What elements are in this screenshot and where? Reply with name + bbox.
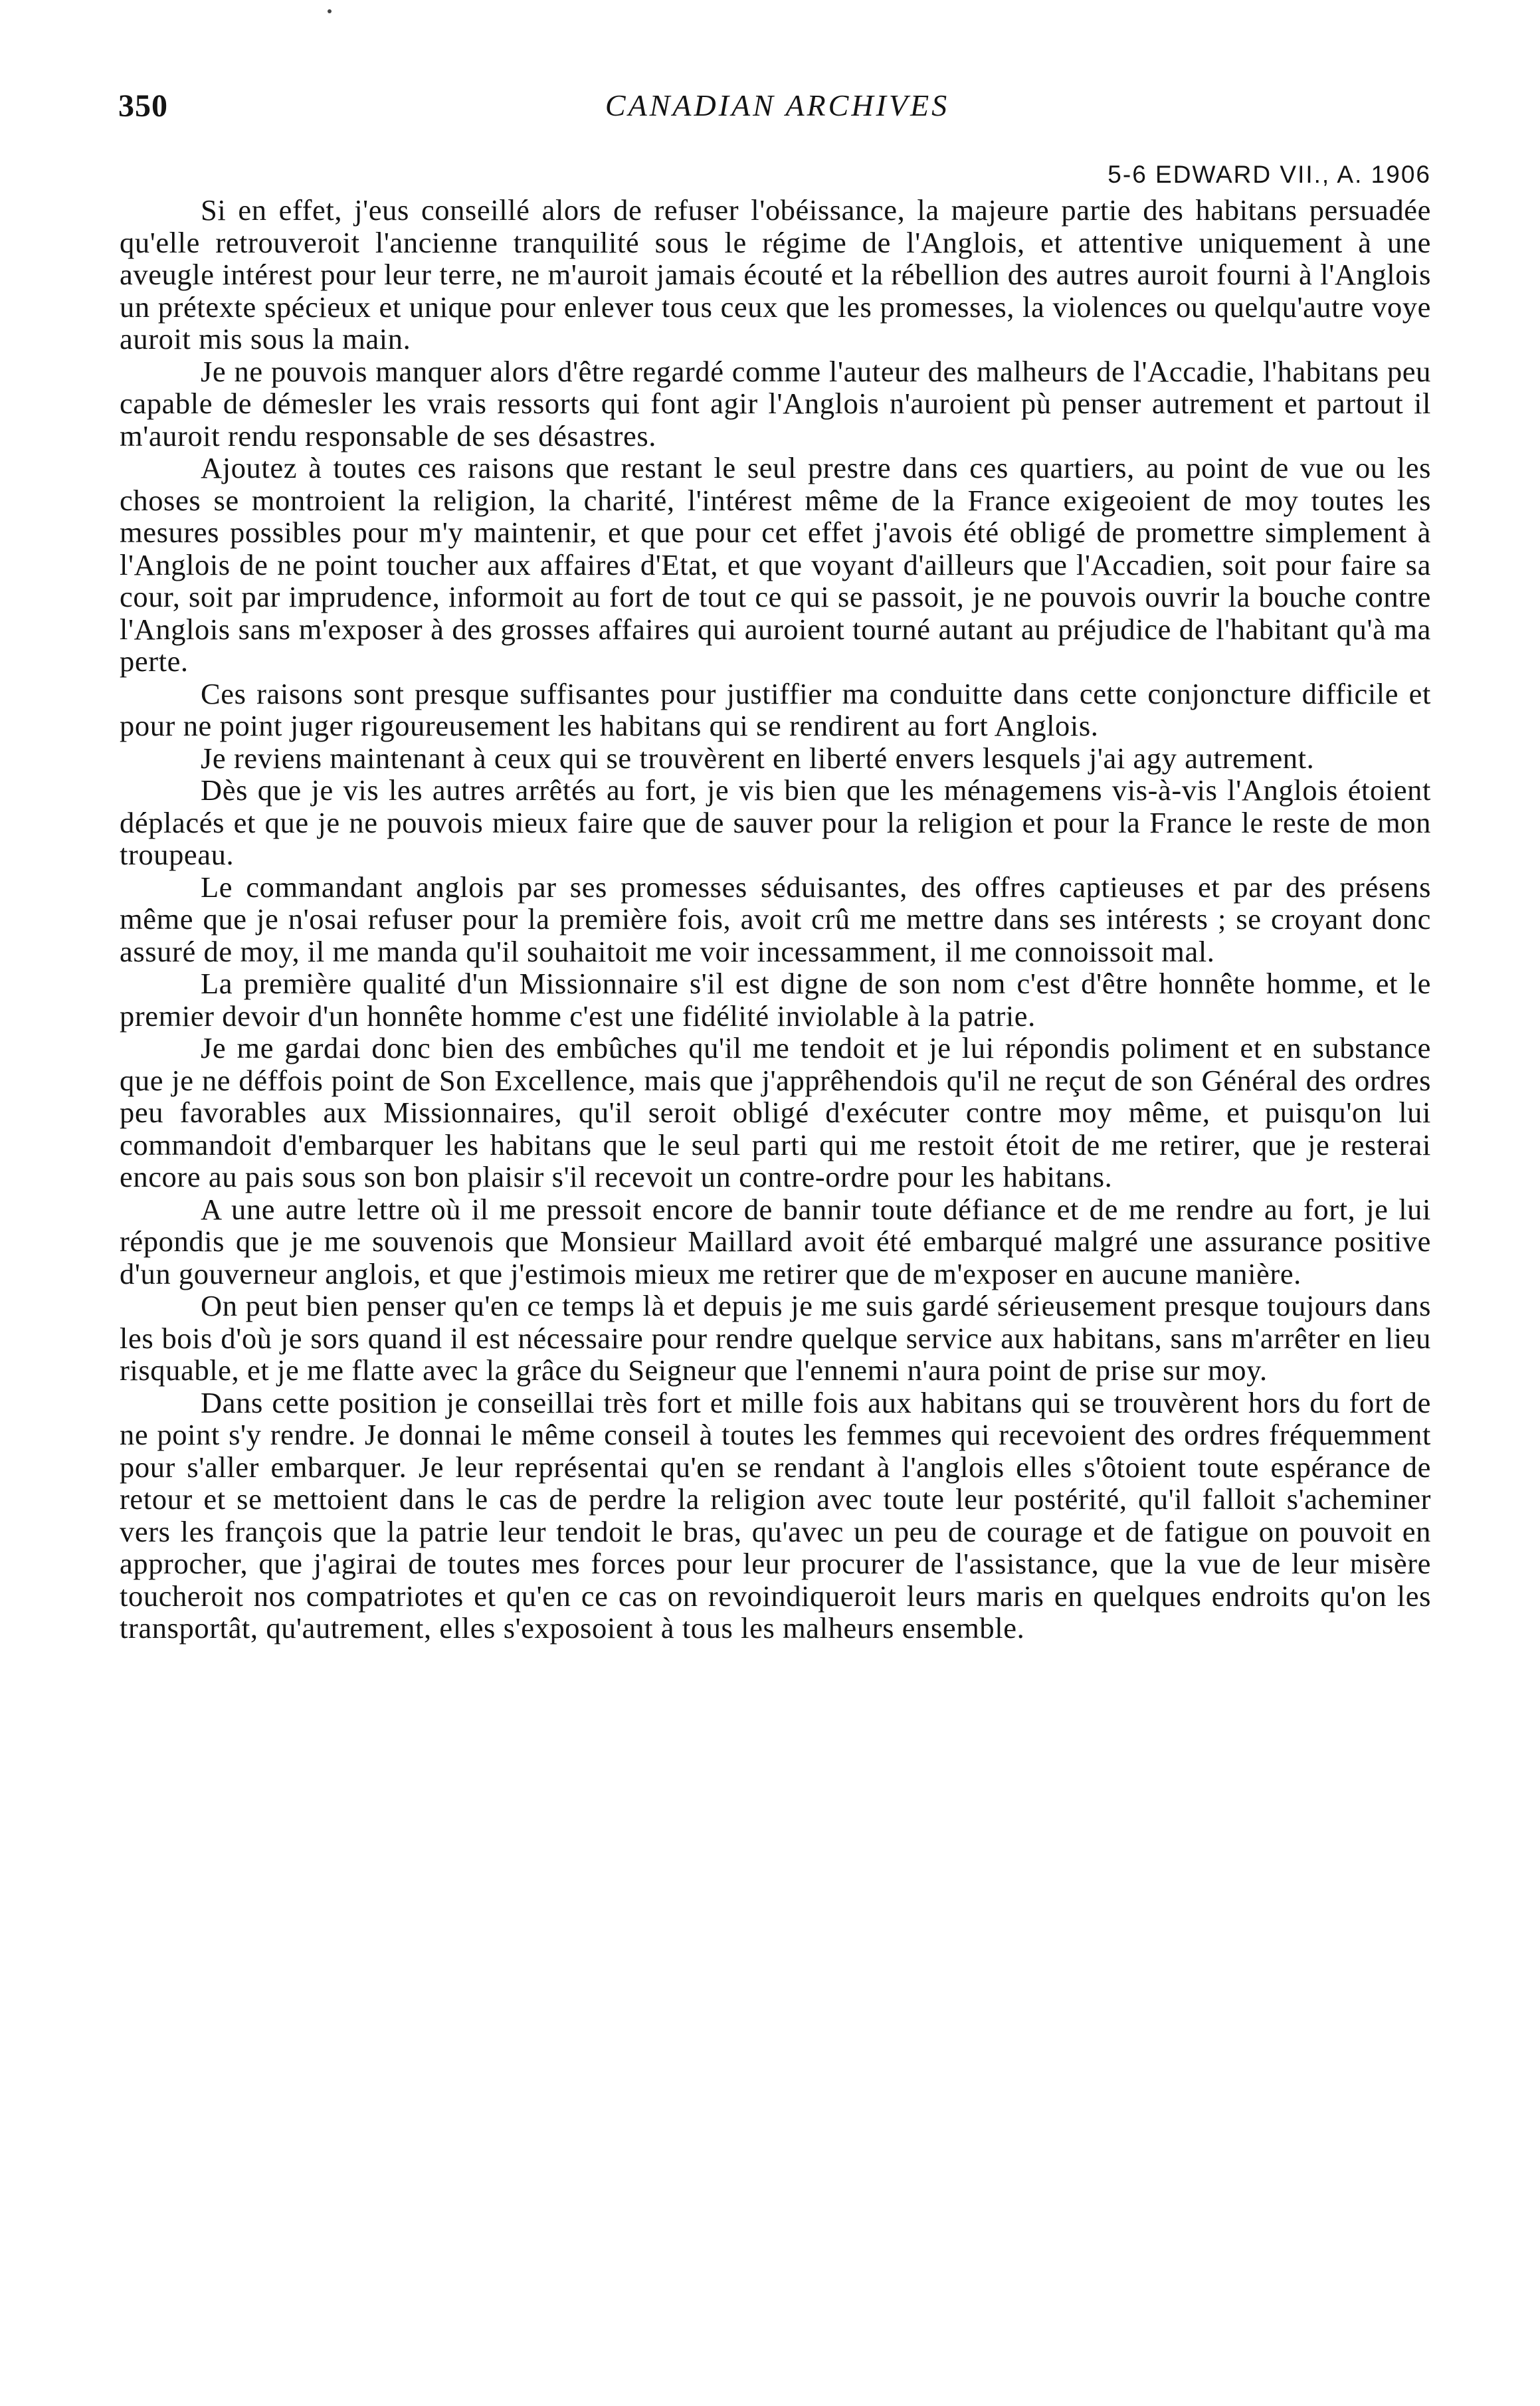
paragraph: Dès que je vis les autres arrêtés au fort, je vis bien que les ménagemens vis-à-vis l'Anglois étoient déplacés et que je ne pouvois mieux faire que de sauver pour la religion et pour la France le reste de mon troupeau. [120, 773, 1431, 871]
edition-label: 5-6 EDWARD VII., A. 1906 [1107, 161, 1431, 188]
paragraph: Ajoutez à toutes ces raisons que restant le seul prestre dans ces quartiers, au point de vue ou les choses se montroient la religion, la charité, l'intérest même de la France exigeoient de moy toutes les mesures possibles pour m'y maintenir, et que pour cet effet j'avois été obligé de promettre simplement à l'Anglois de ne point toucher aux affaires d'Etat, et que voyant d'ailleurs que l'Accadien, soit pour faire sa cour, soit par imprudence, informoit au fort de tout ce qui se passoit, je ne pouvois ouvrir la bouche contre l'Anglois sans m'exposer à des grosses affaires qui auroient tourné autant au préjudice de l'habitant qu'à ma perte. [120, 451, 1431, 678]
page-number: 350 [118, 88, 168, 124]
paragraph: Je ne pouvois manquer alors d'être regardé comme l'auteur des malheurs de l'Accadie, l'habitans peu capable de démesler les vrais ressorts qui font agir l'Anglois n'auroient pù penser autrement et partout il m'auroit rendu responsable de ses désastres. [120, 354, 1431, 452]
running-title: CANADIAN ARCHIVES [605, 88, 950, 122]
paragraph: On peut bien penser qu'en ce temps là et depuis je me suis gardé sérieusement presque toujours dans les bois d'où je sors quand il est nécessaire pour rendre quelque service aux habitans, sans m'arrêter en lieu risquable, et je me flatte avec la grâce du Seigneur que l'ennemi n'aura point de prise sur moy. [120, 1289, 1431, 1387]
body-text [120, 194, 1431, 1645]
paragraph: Ces raisons sont presque suffisantes pour justiffier ma conduitte dans cette conjoncture difficile et pour ne point juger rigoureusement les habitans qui se rendirent au fort Anglois. [120, 676, 1431, 742]
paragraph: Si en effet, j'eus conseillé alors de refuser l'obéissance, la majeure partie des habitans persuadée qu'elle retrouveroit l'ancienne tranquilité sous le régime de l'Anglois, et attentive uniquement à une aveugle intérest pour leur terre, ne m'auroit jamais écouté et la rébellion des autres auroit fourni à l'Anglois un prétexte spécieux et unique pour enlever tous ceux que les promesses, la violences ou quelqu'autre voye auroit mis sous la main. [120, 193, 1431, 355]
paragraph: Je me gardai donc bien des embûches qu'il me tendoit et je lui répondis poliment et en substance que je ne déffois point de Son Excellence, mais que j'apprêhendois qu'il ne reçut de son Général des ordres peu favorables aux Missionnaires, qu'il seroit obligé d'exécuter contre moy même, et puisqu'on lui commandoit d'embarquer les habitans que le seul parti qui me restoit étoit de me retirer, que je resterai encore au pais sous son bon plaisir s'il recevoit un contre-ordre pour les habitans. [120, 1031, 1431, 1193]
paragraph: A une autre lettre où il me pressoit encore de bannir toute défiance et de me rendre au fort, je lui répondis que je me souvenois que Monsieur Maillard avoit été embarqué malgré une assurance positive d'un gouverneur anglois, et que j'estimois mieux me retirer que de m'exposer en aucune manière. [120, 1192, 1431, 1290]
paragraph: Le commandant anglois par ses promesses séduisantes, des offres captieuses et par des présens même que je n'osai refuser pour la première fois, avoit crû me mettre dans ses intérests ; se croyant donc assuré de moy, il me manda qu'il souhaitoit me voir incessamment, il me connoissoit mal. [120, 870, 1431, 968]
print-speck [328, 9, 332, 13]
paragraph: La première qualité d'un Missionnaire s'il est digne de son nom c'est d'être honnête homme, et le premier devoir d'un honnête homme c'est une fidélité inviolable à la patrie. [120, 967, 1431, 1033]
paragraph: Dans cette position je conseillai très fort et mille fois aux habitans qui se trouvèrent hors du fort de ne point s'y rendre. Je donnai le même conseil à toutes les femmes qui recevoient des ordres fréquemment pour s'aller embarquer. Je leur représentai qu'en se rendant à l'anglois elles s'ôtoient toute espérance de retour et se mettoient dans le cas de perdre la religion avec toute leur postérité, qu'il falloit s'acheminer vers les françois que la patrie leur tendoit le bras, qu'avec un peu de courage et de fatigue on pouvoit en approcher, que j'agirai de toutes mes forces pour leur procurer de l'assistance, que la vue de leur misère toucheroit nos compatriotes et qu'en ce cas on revoindiqueroit leurs maris en quelques endroits qu'on les transportât, qu'autrement, elles s'exposoient à tous les malheurs ensemble. [120, 1385, 1431, 1645]
paragraph: Je reviens maintenant à ceux qui se trouvèrent en liberté envers lesquels j'ai agy autrement. [201, 741, 1315, 775]
